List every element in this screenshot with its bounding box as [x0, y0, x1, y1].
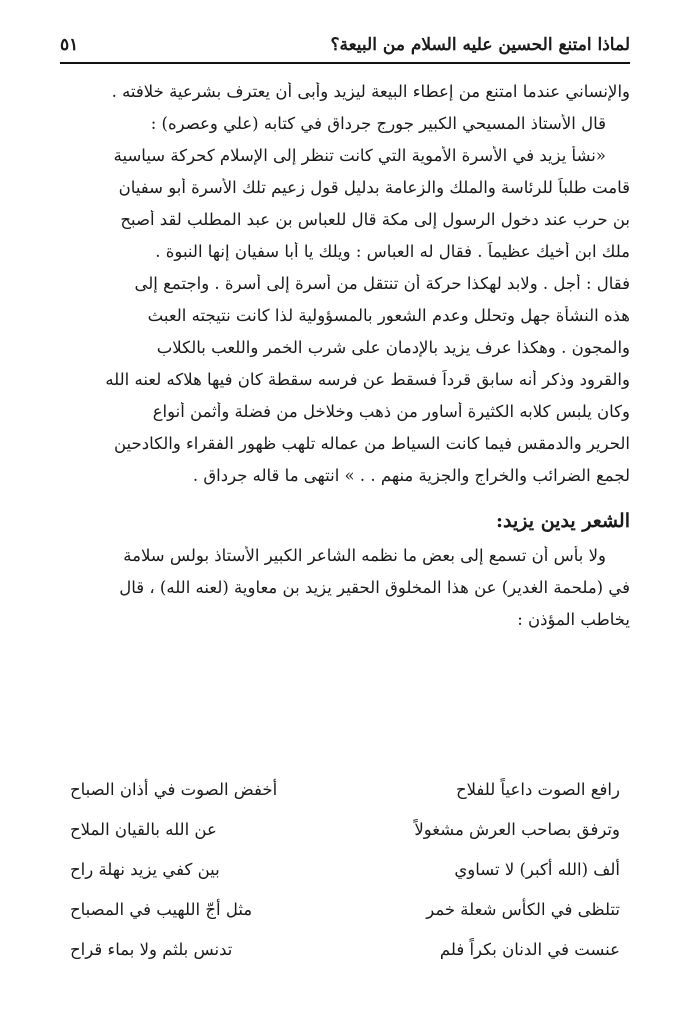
- poem-verse: [70, 810, 620, 850]
- text-line: والإنساني عندما امتنع من إعطاء البيعة ليزيد وأبى أن يعترف بشرعية خلافته .: [111, 82, 630, 101]
- verse-second-hemistich: عن الله بالقيان الملاح: [70, 820, 217, 839]
- verse-first-hemistich: عنست في الدنان بكراً فلم: [439, 940, 620, 959]
- verse-second-hemistich: أخفض الصوت في أذان الصباح: [70, 780, 278, 799]
- verse-first-hemistich: ألف (الله أكبر) لا تساوي: [454, 860, 620, 879]
- page-number: ٥١: [60, 35, 79, 55]
- verse-first-hemistich: تتلظى في الكأس شعلة خمر: [426, 900, 620, 919]
- text-line: ولا بأس أن تسمع إلى بعض ما نظمه الشاعر الكبير الأستاذ بولس سلامة: [123, 546, 606, 565]
- header-rule: [60, 62, 630, 64]
- poem-verse: [70, 890, 620, 930]
- quote-line: هذه النشأة جهل وتحلل وعدم الشعور بالمسؤولية لذا كانت نتيجته العبث: [147, 306, 630, 325]
- quote-line: والقرود وذكر أنه سابق قرداً فسقط عن فرسه سقطة كان فيها هلاكه لعنه الله: [105, 370, 630, 389]
- page-header: [60, 30, 630, 60]
- quote-line: «نشأ يزيد في الأسرة الأموية التي كانت تنظر إلى الإسلام كحركة سياسية: [113, 146, 606, 165]
- quote-line: الحرير والدمقس فيما كانت السياط من عماله تلهب ظهور الفقراء والكادحين: [113, 434, 630, 453]
- verse-first-hemistich: رافع الصوت داعياً للفلاح: [455, 780, 620, 799]
- quote-line: فقال : أجل . ولابد لهكذا حركة أن تنتقل من أسرة إلى أسرة . واجتمع إلى: [134, 274, 630, 293]
- quote-line: والمجون . وهكذا عرف يزيد بالإدمان على شرب الخمر واللعب بالكلاب: [156, 338, 630, 357]
- poem-verse: [70, 850, 620, 890]
- text-line: يخاطب المؤذن :: [517, 610, 630, 629]
- verse-second-hemistich: تدنس بلثم ولا بماء قراح: [70, 940, 233, 959]
- quote-line: وكان يلبس كلابه الكثيرة أساور من ذهب وخلاخل من فضلة وأثمن أنواع: [152, 402, 630, 421]
- body-text: [60, 82, 630, 642]
- text-line: في (ملحمة الغدير) عن هذا المخلوق الحقير يزيد بن معاوية (لعنه الله) ، قال: [119, 578, 630, 597]
- quote-line: بن حرب عند دخول الرسول إلى مكة قال للعباس بن عبد المطلب لقد أصبح: [120, 210, 630, 229]
- poem: [70, 770, 620, 970]
- poem-verse: [70, 930, 620, 970]
- verse-first-hemistich: وترفق بصاحب العرش مشغولاً: [414, 820, 620, 839]
- quote-line: قامت طلباً للرئاسة والملك والزعامة بدليل قول زعيم تلك الأسرة أبو سفيان: [118, 178, 630, 197]
- quote-line: ملك ابن أخيك عظيماً . فقال له العباس : ويلك يا أبا سفيان إنها النبوة .: [155, 242, 630, 261]
- running-title: لماذا امتنع الحسين عليه السلام من البيعة؟: [330, 35, 630, 55]
- quote-line: لجمع الضرائب والخراج والجزية منهم . . » انتهى ما قاله جرداق .: [192, 466, 630, 485]
- poem-verse: [70, 770, 620, 810]
- section-heading: الشعر يدين يزيد:: [496, 510, 630, 532]
- verse-second-hemistich: مثل أجّ اللهيب في المصباح: [70, 900, 253, 919]
- verse-second-hemistich: بين كفي يزيد نهلة راح: [70, 860, 220, 879]
- text-line: قال الأستاذ المسيحي الكبير جورج جرداق في كتابه (علي وعصره) :: [150, 114, 606, 133]
